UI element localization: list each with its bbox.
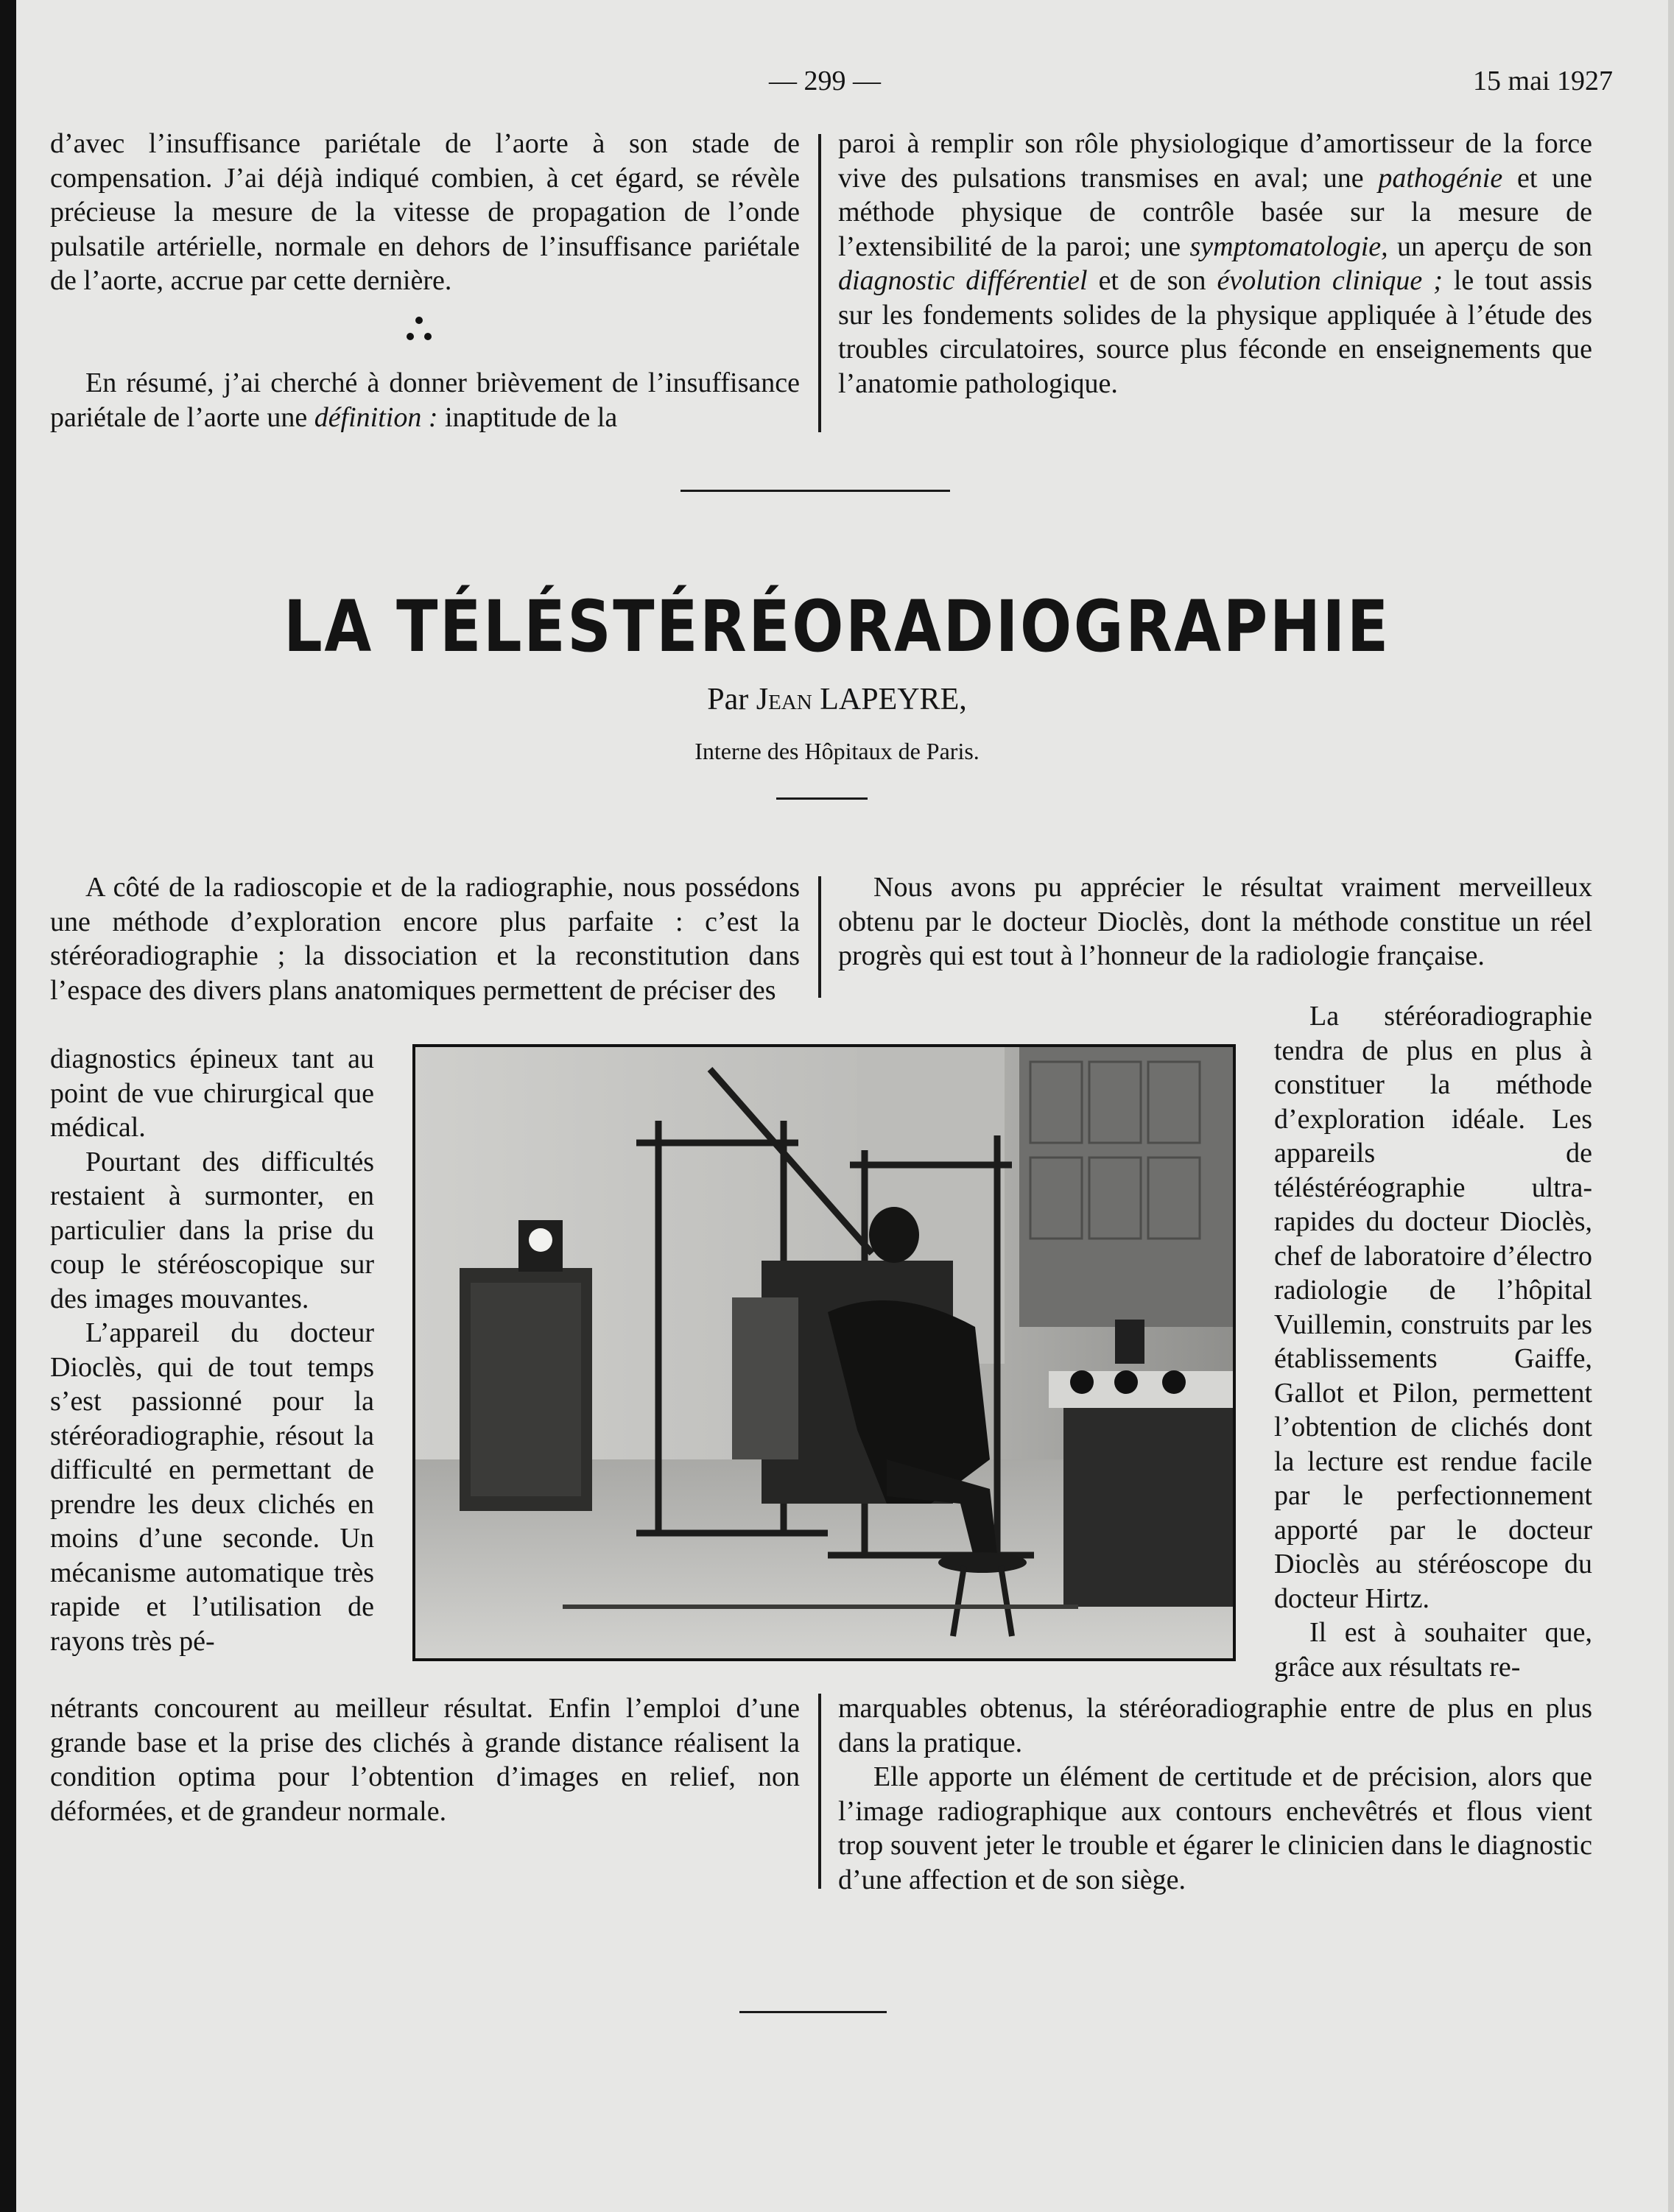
right-text-4: et de son bbox=[1098, 265, 1206, 296]
prev-article-paragraph: d’avec l’insuffisance pariétale de l’aorte à son stade de compensation. J’ai déjà indiqué combien, à cet égard, se révèle précieuse la mesure de la vitesse de propagation de l’onde pulsatile artérielle, normale en dehors de l’insuffisance pariétale de l’aorte, accrue par cette dernière. bbox=[50, 128, 800, 296]
article-separator-rule bbox=[680, 490, 950, 492]
column-divider-top bbox=[818, 134, 821, 432]
right-bottom-paragraph-1: marquables obtenus, la stéréoradiographie entre de plus en plus dans la pratique. bbox=[838, 1693, 1592, 1758]
summary-text: En résumé, j’ai cherché à donner brièvement de l’insuffisance pariétale de l’aorte une bbox=[50, 367, 800, 433]
author-last-name: LAPEYRE, bbox=[820, 683, 967, 716]
article-left-narrow-column bbox=[50, 1042, 374, 1658]
byline-prefix: Par bbox=[707, 683, 749, 716]
narrow-paragraph-2: Pourtant des difficultés restaient à surmonter, en particulier dans la prise du coup le stéréoscopique sur des images mouvantes. bbox=[50, 1146, 374, 1314]
diagnostic-term: diagnostic différentiel bbox=[838, 265, 1088, 296]
issue-date: 15 mai 1927 bbox=[1473, 66, 1613, 96]
narrow-paragraph-3: L’appareil du docteur Dioclès, qui de tout temps s’est passionné pour la stéréoradiographie, résout la difficulté en permettant de prendre les deux clichés en moins d’une seconde. Un mécanisme automatique très rapide et l’utilisation de rayons très pé- bbox=[50, 1317, 374, 1657]
section-separator-asterism bbox=[404, 317, 434, 353]
evolution-term: évolution clinique ; bbox=[1217, 265, 1443, 296]
page-right-edge bbox=[1668, 0, 1674, 2212]
article-byline bbox=[0, 682, 1674, 717]
narrow-paragraph-1: diagnostics épineux tant au point de vue chirurgical que médical. bbox=[50, 1043, 374, 1143]
column-divider-middle bbox=[818, 876, 821, 998]
prev-article-right-column bbox=[838, 127, 1592, 401]
prev-article-left-column bbox=[50, 127, 800, 298]
right-intro-paragraph: Nous avons pu apprécier le résultat vraiment merveilleux obtenu par le docteur Dioclès, dont la méthode constitue un réel progrès qui est tout à l’honneur de la radiologie française. bbox=[838, 872, 1592, 971]
column-divider-bottom bbox=[818, 1694, 821, 1889]
author-affiliation: Interne des Hôpitaux de Paris. bbox=[694, 738, 980, 764]
right-narrow-paragraph-1: La stéréoradiographie tendra de plus en plus à constituer la méthode d’exploration idéale. Les appareils de téléstéréographie ultra-rapides du docteur Dioclès, chef de laboratoire d’électro radiologie de l’hôpital Vuillemin, construits par les établissements Gaiffe, Gallot et Pilon, permettent l’obtention de clichés dont la lecture est rendue facile par le perfectionnement apporté par le docteur Dioclès au stéréoscope du docteur Hirtz. bbox=[1274, 1001, 1592, 1614]
article-title: LA TÉLÉSTÉRÉORADIOGRAPHIE bbox=[284, 585, 1390, 668]
article-left-bottom bbox=[50, 1691, 800, 1828]
right-text-5: le tout assis sur les fondements solides de la physique appliquée à l’étude des troubles circulatoires, source plus féconde en enseignements que l’anatomie pathologique. bbox=[838, 265, 1593, 399]
title-underline-rule bbox=[776, 797, 868, 800]
article-right-intro bbox=[838, 870, 1592, 973]
article-left-intro bbox=[50, 870, 800, 1007]
pathogenie-term: pathogénie bbox=[1378, 162, 1503, 194]
bottom-separator-rule bbox=[739, 2011, 887, 2013]
right-text-1: paroi à remplir son rôle physiologique d’amortisseur de la force vive des pulsations transmises en aval; une bbox=[838, 128, 1592, 194]
right-bottom-paragraph-2: Elle apporte un élément de certitude et de précision, alors que l’image radiographique aux contours enchevêtrés et flous vient trop souvent jeter le trouble et égarer le clinicien dans le diagnostic d’une affection et de son siège. bbox=[838, 1761, 1592, 1895]
article-right-bottom bbox=[838, 1691, 1592, 1897]
author-first-name: Jean bbox=[756, 683, 812, 716]
article-right-narrow-column bbox=[1274, 999, 1592, 1684]
right-narrow-paragraph-2: Il est à souhaiter que, grâce aux résultats re- bbox=[1274, 1617, 1592, 1683]
right-text-2: et une méthode physique de contrôle basée sur la mesure de l’extensibilité de la paroi; une bbox=[838, 162, 1593, 262]
stereo-radiography-apparatus-photo bbox=[412, 1044, 1236, 1661]
symptomatologie-term: symptomatologie, bbox=[1189, 230, 1388, 262]
prev-article-summary bbox=[50, 366, 800, 434]
right-text-3: un aperçu de son bbox=[1397, 230, 1592, 262]
page-binding-edge bbox=[0, 0, 16, 2212]
left-closing-paragraph: nétrants concourent au meilleur résultat. Enfin l’emploi d’une grande base et la prise des clichés à grande distance réalisent la condition optima pour l’obtention d’images en relief, non déformées, et de grandeur normale. bbox=[50, 1693, 800, 1827]
page-number: — 299 — bbox=[769, 66, 881, 96]
summary-text-end: inaptitude de la bbox=[445, 401, 618, 433]
intro-paragraph: A côté de la radioscopie et de la radiographie, nous possédons une méthode d’exploration encore plus parfaite : c’est la stéréoradiographie ; la dissociation et la reconstitution dans l’espace des divers plans anatomiques permettent de préciser des bbox=[50, 872, 800, 1006]
definition-term: définition : bbox=[314, 401, 438, 433]
